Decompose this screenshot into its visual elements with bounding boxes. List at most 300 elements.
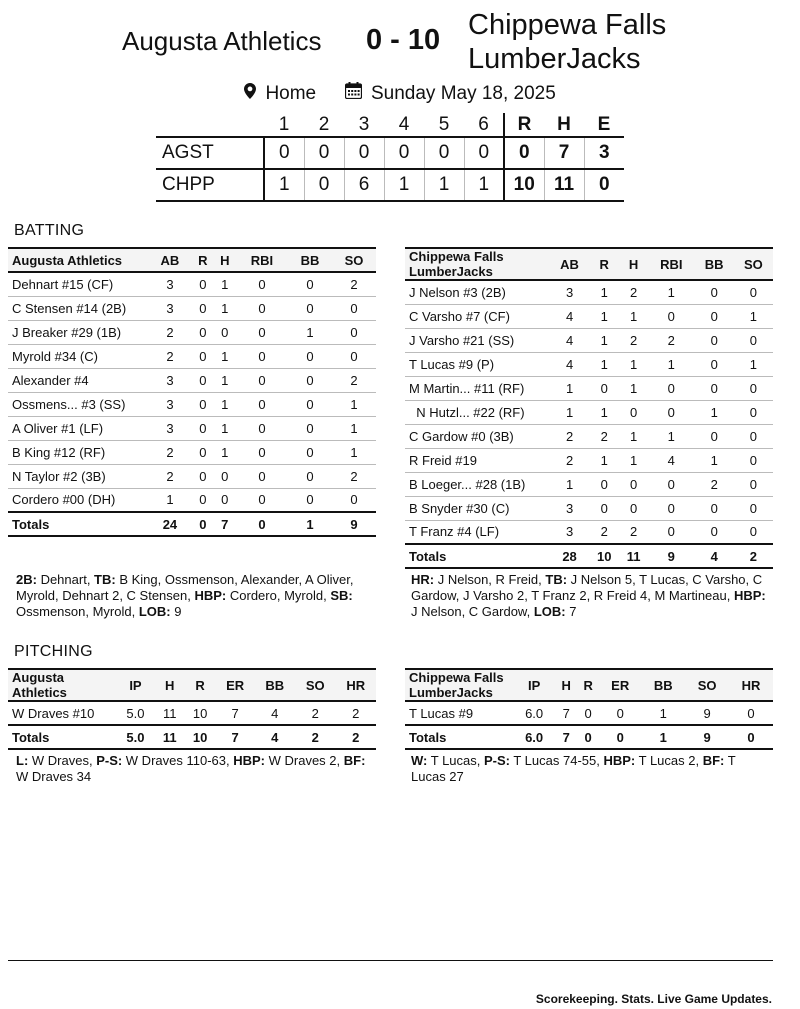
stat-value: 2 [550,424,589,448]
note-label: BF: [343,753,366,768]
player-name: C Gardow #0 (3B) [405,424,550,448]
stat-value: 11 [155,701,185,725]
stat-value: 1 [619,352,648,376]
player-row [8,296,376,320]
player-name: J Breaker #29 (1B) [8,320,148,344]
stat-value: 3 [148,392,192,416]
totals-value: 9 [648,544,695,568]
inning-runs: 0 [304,169,344,201]
stat-value: 1 [288,320,332,344]
stat-value: 0 [288,344,332,368]
stat-value: 0 [577,701,599,725]
stat-column-header: AB [550,248,589,280]
stat-header-row [8,248,376,272]
stat-value: 0 [192,320,214,344]
stat-value: 1 [619,448,648,472]
player-row [405,472,773,496]
note-label: HBP: [233,753,265,768]
stat-value: 4 [255,701,295,725]
stat-value: 1 [695,448,734,472]
stat-value: 0 [192,464,214,488]
inning-runs: 0 [384,137,424,169]
batting-table-away [8,247,376,537]
linescore-row-home [156,169,624,201]
stat-value: 1 [734,352,773,376]
player-row [8,320,376,344]
stat-value: 0 [648,520,695,544]
note-label: LOB: [138,604,171,619]
note-text: T Lucas, [427,753,484,768]
player-name: B King #12 (RF) [8,440,148,464]
stat-column-header: SO [734,248,773,280]
player-name: M Martin... #11 (RF) [405,376,550,400]
player-name: T Lucas #9 [405,701,513,725]
totals-label: Totals [405,725,513,749]
stat-value: 1 [641,701,685,725]
stat-value: 0 [332,320,376,344]
stat-value: 0 [599,701,641,725]
stat-value: 1 [332,416,376,440]
stat-value: 0 [236,464,288,488]
note-text: W Draves, [28,753,97,768]
player-row [8,701,376,725]
note-label: BF: [702,753,725,768]
note-label: P-S: [96,753,123,768]
stat-value: 1 [214,392,236,416]
stat-value: 0 [192,272,214,296]
game-date: Sunday May 18, 2025 [370,82,556,104]
stat-value: 1 [619,376,648,400]
player-name: Dehnart #15 (CF) [8,272,148,296]
pitching-section-title: PITCHING [14,643,93,660]
team-name-header: Chippewa Falls LumberJacks [405,669,513,701]
total-errors: 3 [584,137,624,169]
totals-value: 2 [335,725,376,749]
stat-value: 5.0 [116,701,155,725]
stat-value: 0 [589,496,619,520]
stat-value: 3 [148,416,192,440]
player-row [8,440,376,464]
stat-value: 2 [619,328,648,352]
stat-header-row [405,669,773,701]
player-row [405,376,773,400]
stat-value: 0 [734,280,773,304]
totals-value: 2 [734,544,773,568]
totals-row [405,544,773,568]
inning-runs: 0 [344,137,384,169]
total-hits: 11 [544,169,584,201]
stat-column-header: AB [148,248,192,272]
home-team-name-line2: LumberJacks [468,43,641,75]
stat-value: 0 [236,488,288,512]
stat-column-header: H [155,669,185,701]
totals-value: 0 [729,725,773,749]
player-row [8,416,376,440]
map-pin-icon [244,83,256,105]
stat-value: 0 [288,440,332,464]
totals-value: 0 [236,512,288,536]
team-abbrev: AGST [156,137,264,169]
stat-column-header: BB [255,669,295,701]
player-name: T Lucas #9 (P) [405,352,550,376]
totals-value: 4 [255,725,295,749]
errors-header: E [584,113,624,137]
team-name-header: Chippewa Falls LumberJacks [405,248,550,280]
stat-value: 1 [550,400,589,424]
stat-value: 9 [685,701,729,725]
stat-value: 2 [619,520,648,544]
player-row [405,352,773,376]
stat-column-header: IP [513,669,555,701]
stat-value: 0 [695,496,734,520]
stat-value: 0 [332,344,376,368]
player-name: J Nelson #3 (2B) [405,280,550,304]
stat-value: 0 [648,400,695,424]
player-row [8,368,376,392]
stat-column-header: H [555,669,577,701]
stat-value: 0 [648,472,695,496]
stat-value: 0 [288,488,332,512]
stat-value: 0 [695,376,734,400]
stat-column-header: BB [288,248,332,272]
final-score: 0 - 10 [366,24,441,56]
stat-value: 2 [295,701,335,725]
calendar-icon [345,82,362,105]
inning-runs: 0 [304,137,344,169]
player-row [405,328,773,352]
stat-value: 4 [550,328,589,352]
player-row [405,448,773,472]
player-row [8,392,376,416]
totals-value: 2 [295,725,335,749]
stat-value: 2 [589,520,619,544]
stat-value: 0 [236,272,288,296]
stat-value: 0 [288,392,332,416]
inning-runs: 6 [344,169,384,201]
stat-value: 1 [214,272,236,296]
stat-value: 0 [619,400,648,424]
stat-value: 2 [148,344,192,368]
player-row [8,464,376,488]
stat-value: 2 [332,464,376,488]
player-name: B Snyder #30 (C) [405,496,550,520]
stat-column-header: R [589,248,619,280]
stat-value: 0 [589,376,619,400]
stat-value: 0 [236,392,288,416]
stat-value: 0 [192,392,214,416]
totals-label: Totals [405,544,550,568]
totals-value: 6.0 [513,725,555,749]
stat-value: 1 [619,424,648,448]
stat-value: 0 [734,472,773,496]
pitching-notes-away [16,753,376,785]
stat-column-header: SO [332,248,376,272]
totals-value: 7 [214,512,236,536]
note-label: 2B: [16,572,37,587]
player-row [8,488,376,512]
note-text: Ossmenson, Myrold, [16,604,139,619]
note-text: J Nelson, R Freid, [434,572,546,587]
inning-header: 1 [264,113,304,137]
stat-value: 0 [288,464,332,488]
note-label: LOB: [533,604,566,619]
stat-column-header: ER [216,669,255,701]
stat-value: 0 [695,520,734,544]
stat-value: 1 [148,488,192,512]
stat-value: 0 [192,416,214,440]
note-text: T Lucas 27 [411,753,736,784]
totals-value: 11 [155,725,185,749]
total-runs: 10 [504,169,544,201]
note-text: J Nelson 5, T Lucas, C Varsho, C Gardow, J Varsho 2, T Franz 2, R Freid 4, M Martineau, [411,572,763,603]
player-name: N Taylor #2 (3B) [8,464,148,488]
stat-value: 2 [335,701,376,725]
player-name: T Franz #4 (LF) [405,520,550,544]
home-team-name [468,8,768,76]
note-label: SB: [330,588,353,603]
team-abbrev: CHPP [156,169,264,201]
stat-column-header: R [192,248,214,272]
inning-runs: 0 [264,137,304,169]
inning-header: 5 [424,113,464,137]
player-row [405,400,773,424]
note-text: Cordero, Myrold, [226,588,331,603]
totals-value: 7 [555,725,577,749]
stat-value: 2 [332,272,376,296]
totals-value: 24 [148,512,192,536]
stat-value: 0 [236,416,288,440]
stat-value: 0 [619,496,648,520]
away-team-name: Augusta Athletics [122,26,322,56]
stat-value: 3 [148,272,192,296]
totals-value: 0 [599,725,641,749]
stat-column-header: IP [116,669,155,701]
inning-header: 6 [464,113,504,137]
stat-value: 1 [619,304,648,328]
note-text: T Lucas 74-55, [509,753,604,768]
stat-value: 1 [589,448,619,472]
stat-value: 3 [550,280,589,304]
linescore-row-away [156,137,624,169]
stat-value: 3 [550,496,589,520]
stat-value: 0 [192,488,214,512]
totals-value: 5.0 [116,725,155,749]
stat-value: 1 [589,352,619,376]
totals-value: 7 [216,725,255,749]
totals-row [8,725,376,749]
stat-value: 0 [695,304,734,328]
inning-runs: 1 [464,169,504,201]
stat-value: 4 [550,304,589,328]
inning-runs: 1 [264,169,304,201]
stat-value: 1 [332,440,376,464]
totals-value: 11 [619,544,648,568]
footer-tagline: Scorekeeping. Stats. Live Game Updates. [535,992,772,1006]
player-name: Alexander #4 [8,368,148,392]
stat-value: 0 [734,328,773,352]
game-meta [0,82,800,105]
stat-value: 7 [555,701,577,725]
note-text: W Draves 34 [16,769,92,784]
stat-value: 1 [734,304,773,328]
player-row [405,304,773,328]
totals-value: 9 [332,512,376,536]
totals-value: 10 [589,544,619,568]
stat-value: 1 [214,368,236,392]
note-text: W Draves 110-63, [122,753,234,768]
stat-column-header: R [185,669,216,701]
stat-value: 3 [148,296,192,320]
note-label: HR: [411,572,435,587]
total-runs: 0 [504,137,544,169]
note-label: TB: [545,572,568,587]
stat-value: 0 [236,344,288,368]
note-text: 7 [565,604,577,619]
totals-label: Totals [8,512,148,536]
stat-column-header: RBI [236,248,288,272]
inning-runs: 1 [424,169,464,201]
player-row [405,280,773,304]
totals-value: 0 [192,512,214,536]
note-label: HBP: [194,588,227,603]
stat-value: 0 [214,464,236,488]
batting-section-title: BATTING [14,222,85,239]
stat-value: 2 [550,448,589,472]
stat-value: 4 [648,448,695,472]
stat-column-header: R [577,669,599,701]
stat-header-row [405,248,773,280]
note-label: L: [16,753,29,768]
stat-value: 2 [332,368,376,392]
stat-value: 2 [148,320,192,344]
stat-value: 3 [148,368,192,392]
stat-value: 0 [619,472,648,496]
stat-value: 3 [550,520,589,544]
stat-header-row [8,669,376,701]
player-row [405,496,773,520]
stat-value: 0 [236,296,288,320]
player-name: C Stensen #14 (2B) [8,296,148,320]
totals-value: 10 [185,725,216,749]
stat-value: 4 [550,352,589,376]
inning-runs: 0 [424,137,464,169]
stat-value: 1 [648,424,695,448]
stat-column-header: SO [685,669,729,701]
stat-column-header: H [619,248,648,280]
inning-header: 3 [344,113,384,137]
stat-value: 1 [695,400,734,424]
stat-value: 2 [695,472,734,496]
stat-value: 0 [648,304,695,328]
stat-value: 0 [236,440,288,464]
stat-value: 10 [185,701,216,725]
totals-value: 1 [641,725,685,749]
player-name: N Hutzl... #22 (RF) [405,400,550,424]
stat-value: 1 [550,376,589,400]
linescore-table [156,113,624,202]
stat-value: 0 [695,280,734,304]
totals-label: Totals [8,725,116,749]
batting-table-home [405,247,773,569]
stat-value: 0 [192,368,214,392]
totals-row [405,725,773,749]
stat-value: 1 [589,400,619,424]
stat-value: 0 [734,448,773,472]
note-label: P-S: [483,753,510,768]
stat-value: 0 [734,520,773,544]
stat-column-header: HR [729,669,773,701]
team-name-header: Augusta Athletics [8,669,116,701]
game-location: Home [265,82,317,104]
stat-value: 0 [214,488,236,512]
stat-value: 0 [734,496,773,520]
stat-value: 0 [648,496,695,520]
note-text: W Draves 2, [265,753,344,768]
stat-value: 0 [192,344,214,368]
player-row [8,272,376,296]
stat-value: 2 [648,328,695,352]
player-row [405,520,773,544]
stat-value: 0 [729,701,773,725]
stat-column-header: HR [335,669,376,701]
stat-value: 0 [648,376,695,400]
stat-value: 1 [589,328,619,352]
stat-column-header: H [214,248,236,272]
stat-value: 0 [695,328,734,352]
total-hits: 7 [544,137,584,169]
stat-column-header: BB [641,669,685,701]
note-text: B King, Ossmenson, Alexander, A Oliver, Myrold, Dehnart 2, C Stensen, [16,572,354,603]
player-row [8,344,376,368]
game-header [0,8,800,78]
player-row [405,424,773,448]
stat-value: 0 [695,424,734,448]
player-name: Myrold #34 (C) [8,344,148,368]
stat-value: 2 [148,464,192,488]
total-errors: 0 [584,169,624,201]
stat-value: 1 [550,472,589,496]
stat-value: 0 [332,296,376,320]
runs-header: R [504,113,544,137]
stat-value: 0 [734,424,773,448]
pitching-table-home [405,668,773,750]
stat-value: 0 [214,320,236,344]
player-name: R Freid #19 [405,448,550,472]
stat-value: 0 [192,296,214,320]
stat-value: 1 [648,352,695,376]
totals-value: 9 [685,725,729,749]
stat-value: 0 [734,376,773,400]
stat-value: 0 [288,272,332,296]
stat-column-header: SO [295,669,335,701]
player-name: C Varsho #7 (CF) [405,304,550,328]
note-text: 9 [170,604,182,619]
totals-value: 1 [288,512,332,536]
stat-value: 1 [332,392,376,416]
inning-runs: 0 [464,137,504,169]
note-text: T Lucas 2, [635,753,703,768]
note-text: Dehnart, [36,572,95,587]
player-name: J Varsho #21 (SS) [405,328,550,352]
note-text: J Nelson, C Gardow, [411,604,534,619]
home-team-name-line1: Chippewa Falls [468,9,667,41]
stat-value: 2 [589,424,619,448]
note-label: HBP: [733,588,766,603]
stat-value: 0 [236,368,288,392]
stat-value: 2 [619,280,648,304]
team-name-header: Augusta Athletics [8,248,148,272]
stat-value: 0 [288,296,332,320]
